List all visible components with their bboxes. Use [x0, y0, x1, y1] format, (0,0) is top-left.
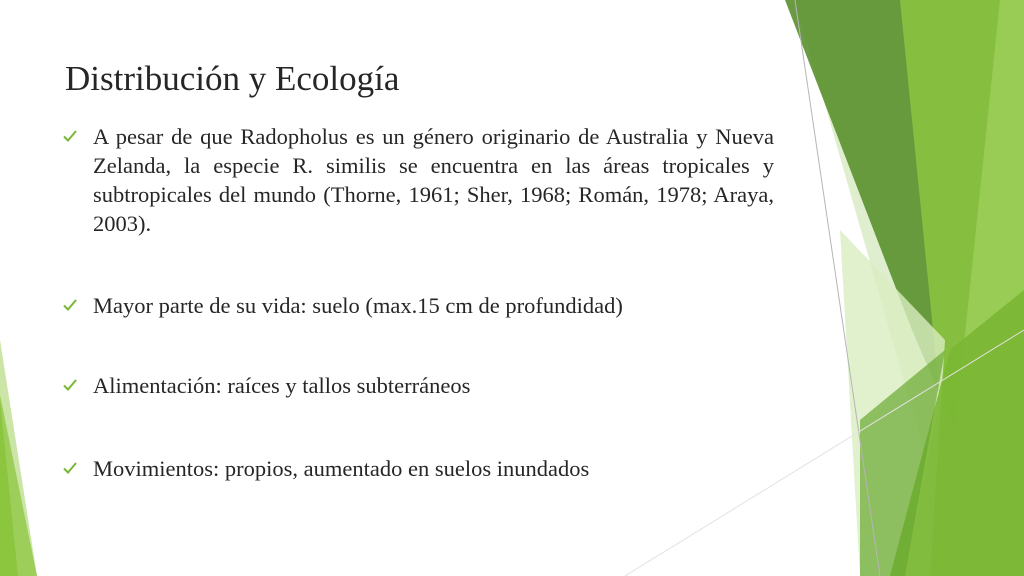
bullet-item-feeding: [62, 371, 774, 400]
bullet-item-movement: [62, 454, 774, 483]
bullet-item-origin: [62, 122, 774, 238]
checkmark-icon: [62, 128, 78, 144]
checkmark-icon: [62, 460, 78, 476]
checkmark-icon: [62, 377, 78, 393]
slide-title: Distribución y Ecología: [65, 59, 400, 98]
bullet-text: A pesar de que Radopholus es un género originario de Australia y Nueva Zelanda, la especie R. similis se encuentra en las áreas tropicales y subtropicales del mundo (Thorne, 1961; Sher, 1968; Román, 1978; Araya, 2003).: [93, 124, 774, 236]
checkmark-icon: [62, 297, 78, 313]
bullet-text: Mayor parte de su vida: suelo (max.15 cm de profundidad): [93, 293, 623, 318]
bullet-text: Alimentación: raíces y tallos subterráneos: [93, 373, 471, 398]
bullet-text: Movimientos: propios, aumentado en suelos inundados: [93, 456, 590, 481]
bullet-item-habitat: [62, 291, 774, 320]
